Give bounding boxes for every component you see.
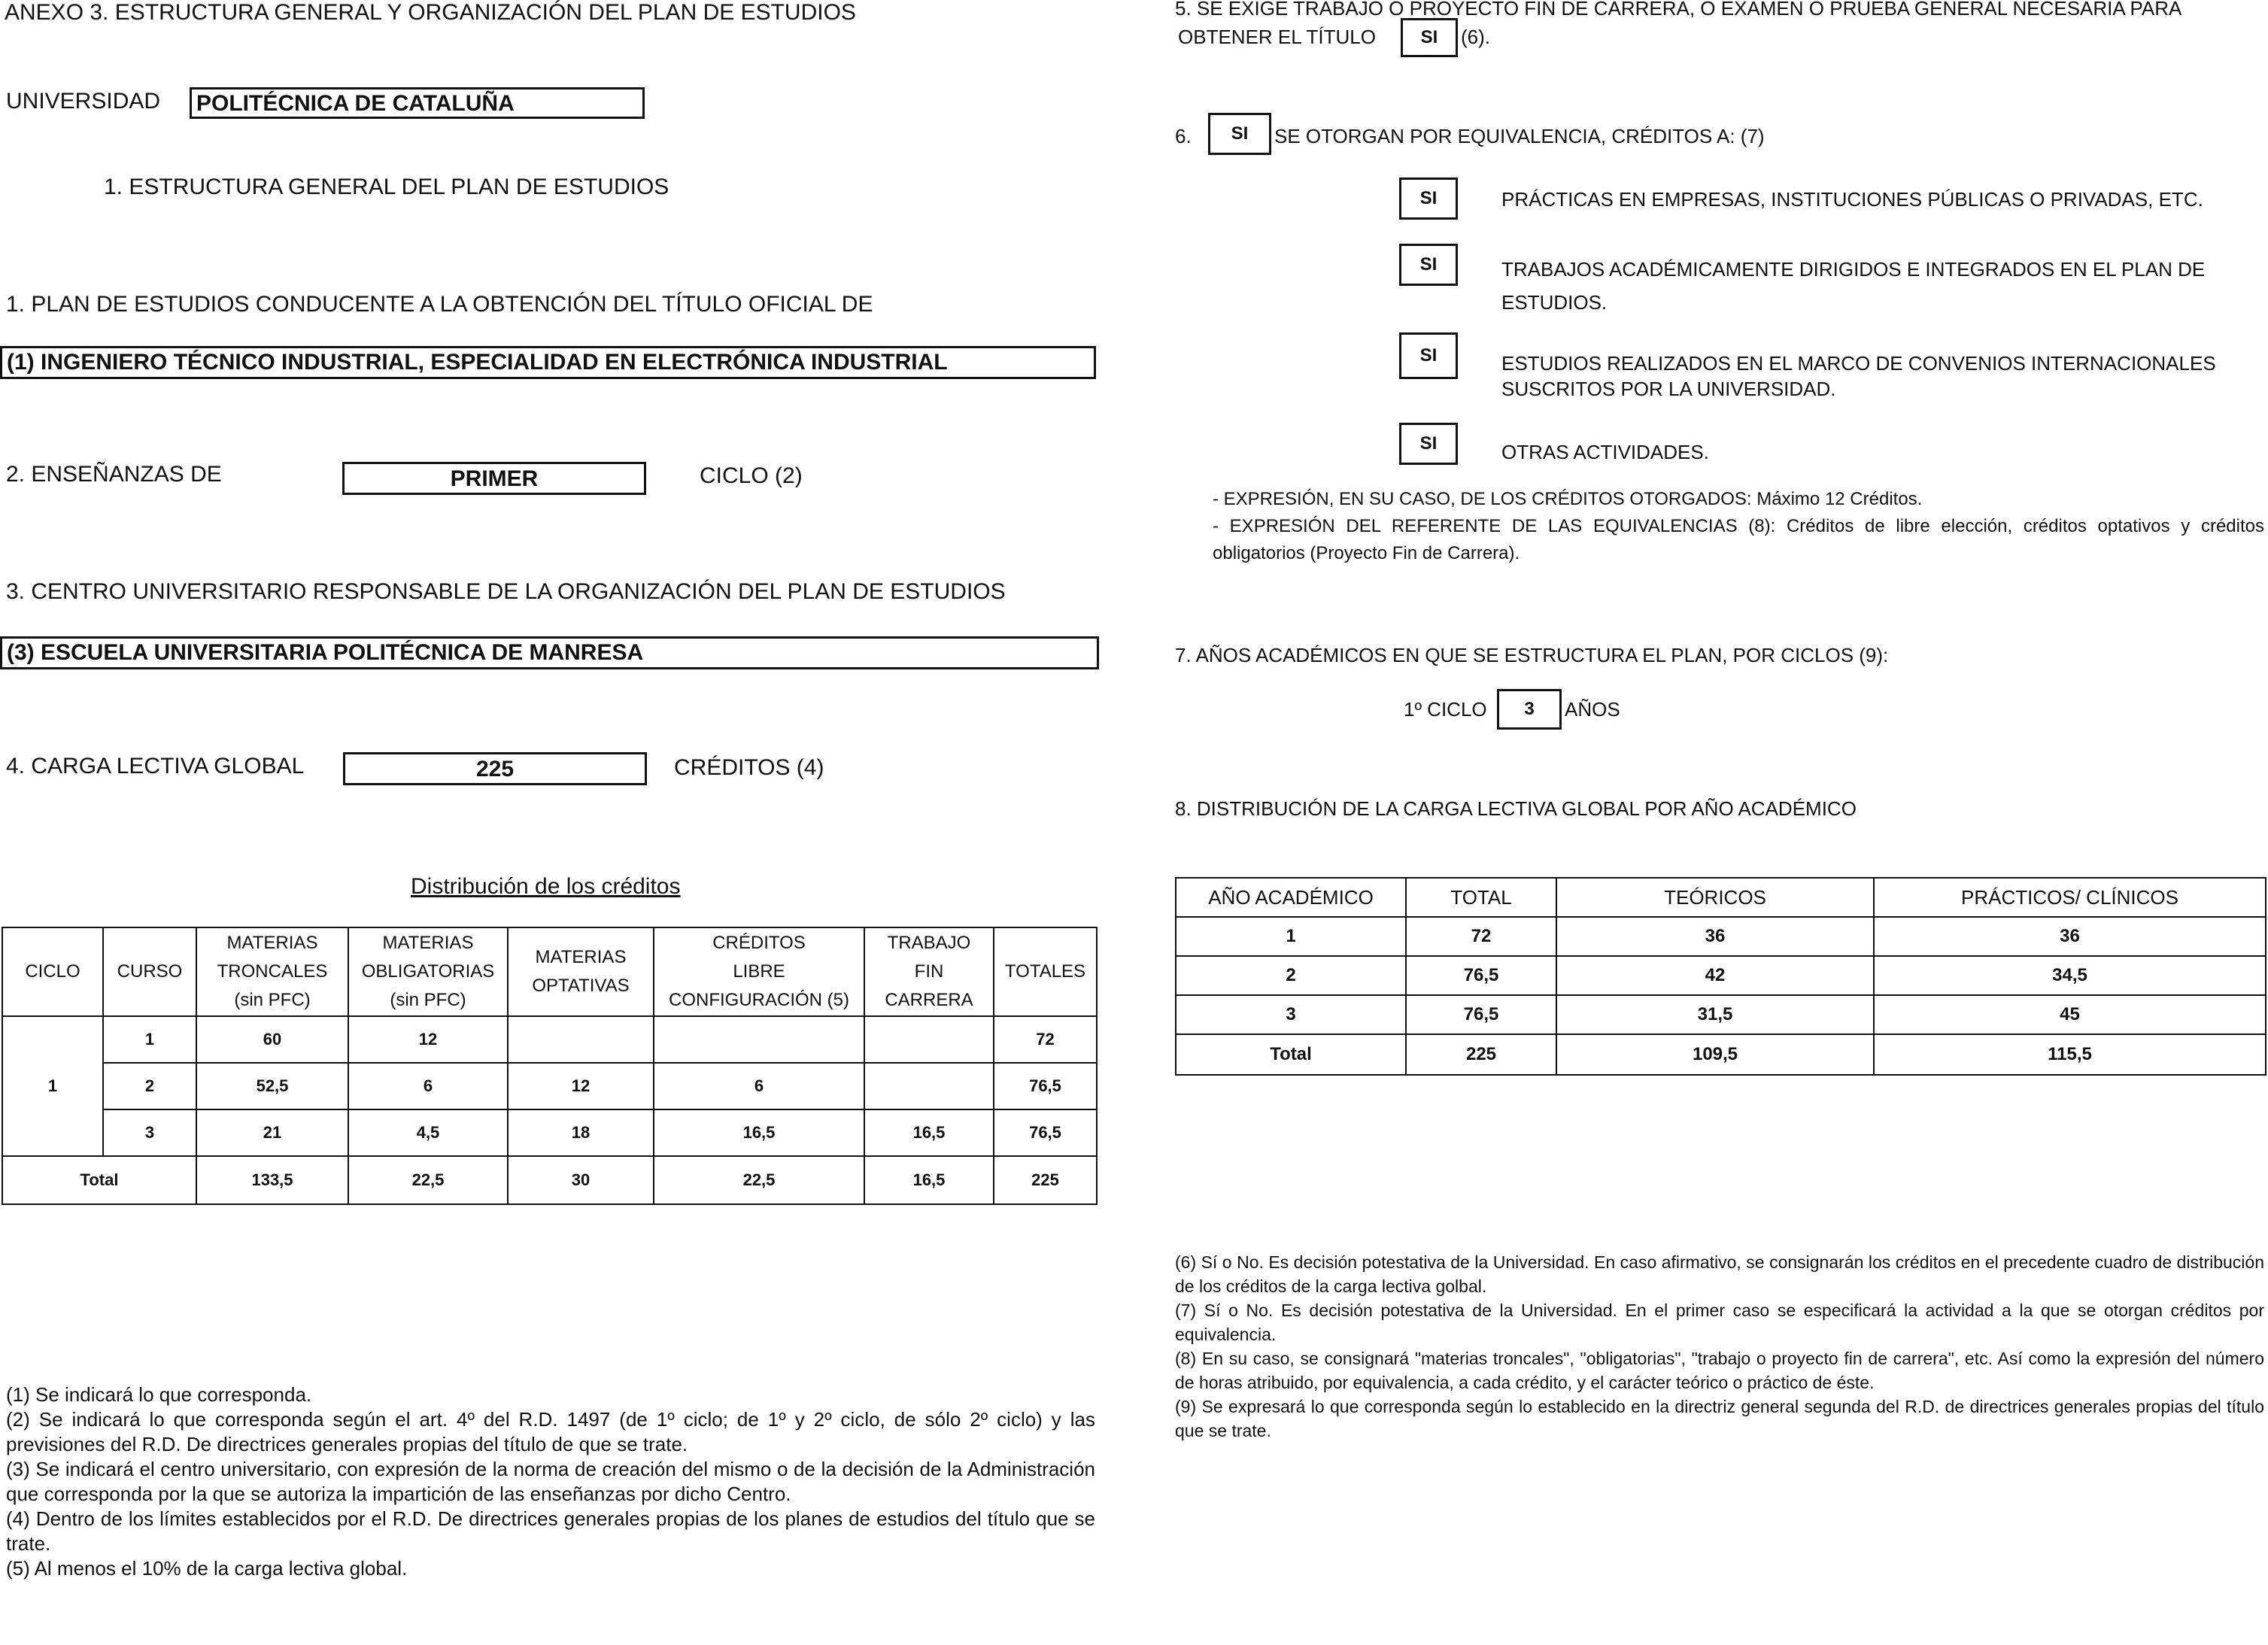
total-totales-cell: 225 [994, 1156, 1097, 1204]
credits-field [343, 752, 647, 785]
equivalence-value-3: SI [1419, 345, 1438, 366]
total-label-cell: Total [2, 1156, 196, 1204]
trabajo-cell [864, 1063, 994, 1109]
item5-value: SI [1420, 27, 1438, 47]
header-troncales: MATERIAS TRONCALES (sin PFC) [196, 927, 348, 1016]
equivalence-si-box-2 [1399, 244, 1458, 286]
header-year: AÑO ACADÉMICO [1176, 878, 1406, 917]
total-optativas-cell: 30 [508, 1156, 654, 1204]
footnote-9: (9) Se expresará lo que corresponda según lo establecido en la directriz general segunda del R.D. de directrices generales propias del título que se trate. [1175, 1397, 2264, 1440]
table-header-row [2, 927, 1097, 1016]
table-row [2, 1109, 1097, 1156]
expression-credits: - EXPRESIÓN, EN SU CASO, DE LOS CRÉDITOS OTORGADOS: Máximo 12 Créditos. [1213, 489, 1923, 509]
item5-suffix: (6). [1461, 26, 1490, 48]
footnote-4: (4) Dentro de los límites establecidos por el R.D. De directrices generales propias de los planes de estudios del título que se trate. [6, 1507, 1095, 1555]
header-optativas: MATERIAS OPTATIVAS [508, 927, 654, 1016]
year-table-header [1176, 878, 2266, 917]
footnote-5: (5) Al menos el 10% de la carga lectiva global. [6, 1557, 408, 1580]
year-cell: 1 [1176, 917, 1406, 956]
distribution-title: Distribución de los créditos [411, 874, 681, 899]
footnotes-left [6, 1382, 1095, 1581]
equivalence-text-1: PRÁCTICAS EN EMPRESAS, INSTITUCIONES PÚBLICAS O PRIVADAS, ETC. [1501, 188, 2203, 211]
troncales-cell: 60 [196, 1016, 348, 1063]
table-row [1176, 917, 2266, 956]
equivalence-value-2: SI [1419, 254, 1438, 275]
totales-cell: 72 [994, 1016, 1097, 1063]
libre-cell [654, 1016, 864, 1063]
optativas-cell: 18 [508, 1109, 654, 1156]
credits-distribution-table [2, 927, 1098, 1205]
item2-suffix: CICLO (2) [700, 463, 803, 488]
degree-field [0, 346, 1096, 379]
table-row [1176, 995, 2266, 1034]
item7-years-box [1497, 689, 1562, 730]
item7-prefix: 1º CICLO [1404, 698, 1487, 721]
item6-number: 6. [1175, 125, 1192, 147]
credits-value: 225 [475, 757, 515, 782]
annex-title: ANEXO 3. ESTRUCTURA GENERAL Y ORGANIZACIÓN DEL PLAN DE ESTUDIOS [5, 0, 856, 25]
footnote-8: (8) En su caso, se consignará "materias troncales", "obligatorias", "trabajo o proyecto fin de carrera", etc. Así como la expresión del número de horas atribuido, por equivalencia, a cada crédito, y el carácter teórico o práctico de éste. [1175, 1349, 2264, 1392]
item1-label: 1. PLAN DE ESTUDIOS CONDUCENTE A LA OBTENCIÓN DEL TÍTULO OFICIAL DE [6, 292, 873, 317]
table-total-row [2, 1156, 1097, 1204]
troncales-cell: 52,5 [196, 1063, 348, 1109]
header-totales: TOTALES [994, 927, 1097, 1016]
item7-value: 3 [1524, 699, 1535, 719]
troncales-cell: 21 [196, 1109, 348, 1156]
equivalence-si-box-1 [1399, 178, 1458, 220]
trabajo-cell: 16,5 [864, 1109, 994, 1156]
center-field [0, 636, 1099, 669]
table-row [2, 1016, 1097, 1063]
header-obligatorias: MATERIAS OBLIGATORIAS (sin PFC) [348, 927, 508, 1016]
item5-line2: OBTENER EL TÍTULO [1178, 26, 1376, 48]
totales-cell: 76,5 [994, 1063, 1097, 1109]
curso-cell: 3 [103, 1109, 196, 1156]
footnote-7: (7) Sí o No. Es decisión potestativa de la Universidad. En el primer caso se especificará la actividad a la que se otorgan créditos por equivalencia. [1175, 1301, 2264, 1344]
header-libre: CRÉDITOS LIBRE CONFIGURACIÓN (5) [654, 927, 864, 1016]
item7-suffix: AÑOS [1565, 698, 1620, 721]
header-ciclo: CICLO [2, 927, 103, 1016]
practicos-cell: 34,5 [1874, 956, 2266, 995]
footnote-3: (3) Se indicará el centro universitario, con expresión de la norma de creación del mismo o de la decisión de la Administración que corresponda por la que se autoriza la impartición de las enseñanzas por dicho Centro. [6, 1458, 1095, 1505]
teoricos-cell: 36 [1556, 917, 1874, 956]
university-field [190, 87, 645, 119]
header-teoricos: TEÓRICOS [1556, 878, 1874, 917]
center-value: (3) ESCUELA UNIVERSITARIA POLITÉCNICA DE MANRESA [7, 640, 644, 665]
curso-cell: 1 [103, 1016, 196, 1063]
item3-label: 3. CENTRO UNIVERSITARIO RESPONSABLE DE LA ORGANIZACIÓN DEL PLAN DE ESTUDIOS [6, 579, 1006, 604]
total-troncales-cell: 133,5 [196, 1156, 348, 1204]
expression-equivalences: - EXPRESIÓN DEL REFERENTE DE LAS EQUIVALENCIAS (8): Créditos de libre elección, créditos optativos y créditos obligatorios (Proyecto Fin de Carrera). [1213, 516, 2264, 563]
libre-cell: 6 [654, 1063, 864, 1109]
year-cell: 3 [1176, 995, 1406, 1034]
total-cell: 225 [1406, 1034, 1556, 1075]
obligatorias-cell: 4,5 [348, 1109, 508, 1156]
total-cell: 76,5 [1406, 956, 1556, 995]
item6-value: SI [1231, 123, 1249, 144]
equivalence-value-1: SI [1419, 188, 1438, 208]
practicos-cell: 115,5 [1874, 1034, 2266, 1075]
footnote-1: (1) Se indicará lo que corresponda. [6, 1383, 312, 1406]
practicos-cell: 45 [1874, 995, 2266, 1034]
university-label: UNIVERSIDAD [6, 89, 161, 114]
libre-cell: 16,5 [654, 1109, 864, 1156]
item4-suffix: CRÉDITOS (4) [674, 755, 824, 780]
curso-cell: 2 [103, 1063, 196, 1109]
practicos-cell: 36 [1874, 917, 2266, 956]
university-value: POLITÉCNICA DE CATALUÑA [196, 91, 515, 116]
header-total: TOTAL [1406, 878, 1556, 917]
cycle-field [342, 462, 646, 495]
total-obligatorias-cell: 22,5 [348, 1156, 508, 1204]
equivalence-text-3: ESTUDIOS REALIZADOS EN EL MARCO DE CONVENIOS INTERNACIONALES SUSCRITOS POR LA UNIVERSIDAD. [1501, 352, 2216, 400]
degree-value: (1) INGENIERO TÉCNICO INDUSTRIAL, ESPECIALIDAD EN ELECTRÓNICA INDUSTRIAL [7, 350, 948, 375]
table-total-row [1176, 1034, 2266, 1075]
header-curso: CURSO [103, 927, 196, 1016]
equivalence-text-4: OTRAS ACTIVIDADES. [1501, 441, 1709, 463]
year-distribution-table [1175, 877, 2266, 1076]
section-heading: 1. ESTRUCTURA GENERAL DEL PLAN DE ESTUDIOS [104, 175, 669, 199]
item5-line1: 5. SE EXIGE TRABAJO O PROYECTO FIN DE CARRERA, O EXAMEN O PRUEBA GENERAL NECESARIA PARA [1175, 0, 2182, 20]
item2-label: 2. ENSEÑANZAS DE [6, 462, 222, 487]
total-cell: 76,5 [1406, 995, 1556, 1034]
optativas-cell: 12 [508, 1063, 654, 1109]
equivalence-si-box-3 [1399, 332, 1458, 379]
teoricos-cell: 42 [1556, 956, 1874, 995]
teoricos-cell: 109,5 [1556, 1034, 1874, 1075]
ciclo-cell: 1 [2, 1016, 103, 1156]
item5-si-box [1401, 18, 1458, 57]
footnote-6: (6) Sí o No. Es decisión potestativa de la Universidad. En caso afirmativo, se consignarán los créditos en el precedente cuadro de distribución de los créditos de la carga lectiva golbal. [1175, 1252, 2264, 1296]
trabajo-cell [864, 1016, 994, 1063]
equivalence-text-2: TRABAJOS ACADÉMICAMENTE DIRIGIDOS E INTEGRADOS EN EL PLAN DE ESTUDIOS. [1501, 258, 2206, 314]
item8-label: 8. DISTRIBUCIÓN DE LA CARGA LECTIVA GLOBAL POR AÑO ACADÉMICO [1175, 797, 1857, 820]
total-trabajo-cell: 16,5 [864, 1156, 994, 1204]
header-trabajo: TRABAJO FIN CARRERA [864, 927, 994, 1016]
totales-cell: 76,5 [994, 1109, 1097, 1156]
optativas-cell [508, 1016, 654, 1063]
cycle-value: PRIMER [450, 466, 539, 491]
table-row [2, 1063, 1097, 1109]
equivalence-value-4: SI [1419, 433, 1438, 454]
year-total-label: Total [1176, 1034, 1406, 1075]
header-practicos: PRÁCTICOS/ CLÍNICOS [1874, 878, 2266, 917]
obligatorias-cell: 12 [348, 1016, 508, 1063]
footnotes-right [1175, 1250, 2264, 1443]
total-cell: 72 [1406, 917, 1556, 956]
year-cell: 2 [1176, 956, 1406, 995]
item6-si-box [1208, 113, 1271, 155]
obligatorias-cell: 6 [348, 1063, 508, 1109]
item4-label: 4. CARGA LECTIVA GLOBAL [6, 754, 305, 778]
item6-text: SE OTORGAN POR EQUIVALENCIA, CRÉDITOS A: (7) [1274, 125, 1765, 147]
item7-label: 7. AÑOS ACADÉMICOS EN QUE SE ESTRUCTURA EL PLAN, POR CICLOS (9): [1175, 644, 1889, 666]
table-row [1176, 956, 2266, 995]
total-libre-cell: 22,5 [654, 1156, 864, 1204]
teoricos-cell: 31,5 [1556, 995, 1874, 1034]
equivalence-si-box-4 [1399, 423, 1458, 465]
footnote-2: (2) Se indicará lo que corresponda según el art. 4º del R.D. 1497 (de 1º ciclo; de 1º y 2º ciclo, de sólo 2º ciclo) y las previsiones del R.D. De directrices generales propias del título de que se trate. [6, 1408, 1095, 1455]
